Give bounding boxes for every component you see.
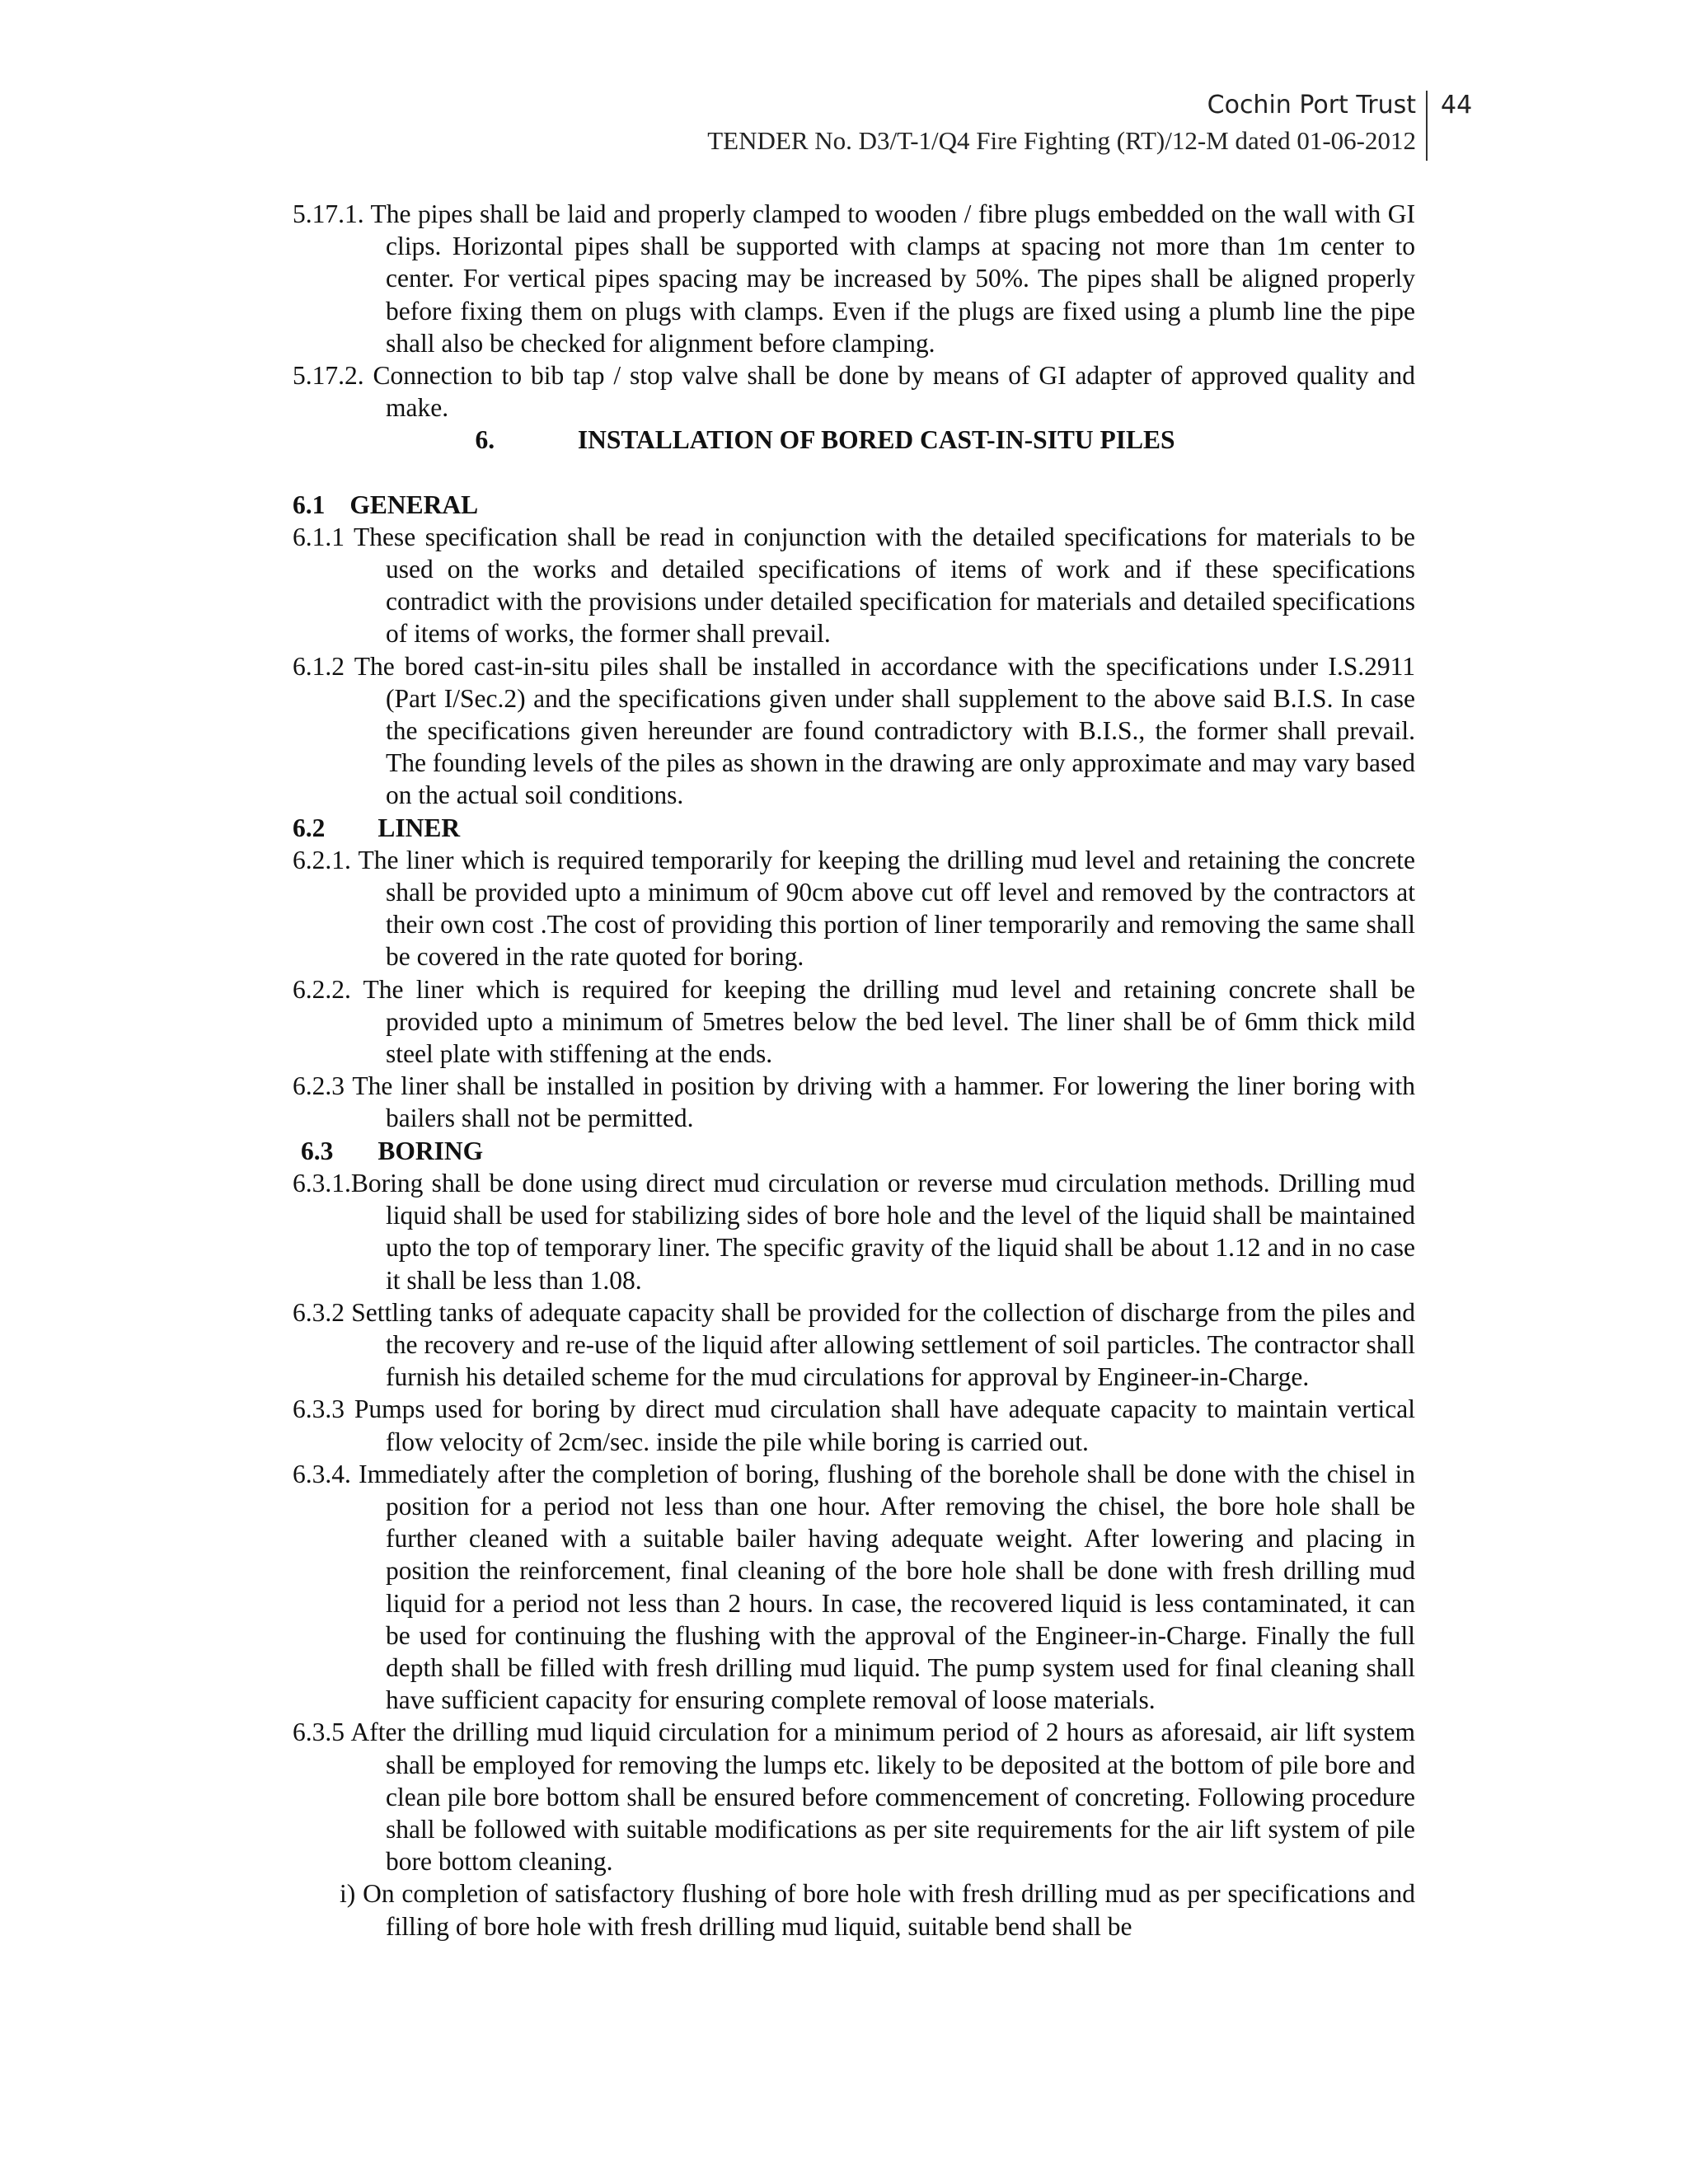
paragraph-5-17-2: 5.17.2. Connection to bib tap / stop valve shall be done by means of GI adapter of approved quality and make. [293,361,1415,423]
header-tender-reference: TENDER No. D3/T-1/Q4 Fire Fighting (RT)/12-M dated 01-06-2012 [707,126,1416,155]
page-number: 44 [1441,91,1473,120]
heading-6-2-number: 6.2 [293,813,326,842]
heading-6-1-number: 6.1 [293,490,326,519]
heading-6-2-title: LINER [377,813,461,842]
paragraph-6-3-5: 6.3.5 After the drilling mud liquid circulation for a minimum period of 2 hours as aforesaid, air lift system shall be employed for removing the lumps etc. likely to be deposited at the bottom of pile bore and clean pile bore bottom shall be ensured before commencement of concreting. Following procedure shall be followed with suitable modifications as per site requirements for the air lift system of pile bore bottom cleaning. [293,1718,1415,1877]
paragraph-6-1-1: 6.1.1 These specification shall be read in conjunction with the detailed specifications for materials to be used on the works and detailed specifications of items of work and if these specifications contradict with the provisions under detailed specification for materials and detailed specifications of items of works, the former shall prevail. [293,522,1415,649]
list-item-i: i) On completion of satisfactory flushing of bore hole with fresh drilling mud as per specifications and filling of bore hole with fresh drilling mud liquid, suitable bend shall be [340,1879,1415,1941]
section-6-title: INSTALLATION OF BORED CAST-IN-SITU PILES [577,425,1175,455]
heading-6-3-title: BORING [377,1136,484,1165]
paragraph-6-2-2: 6.2.2. The liner which is required for keeping the drilling mud level and retaining concrete shall be provided upto a minimum of 5metres below the bed level. The liner shall be of 6mm thick mild steel plate with stiffening at the ends. [293,974,1415,1069]
heading-6-1-title: GENERAL [349,490,479,519]
header-organization: Cochin Port Trust [1207,91,1416,120]
paragraph-6-3-2: 6.3.2 Settling tanks of adequate capacity shall be provided for the collection of discharge from the piles and the recovery and re-use of the liquid after allowing settlement of soil particles. The contractor shall furnish his detailed scheme for the mud circulations for approval by Engineer-in-Charge. [293,1297,1415,1392]
document-body [293,198,1415,1943]
paragraph-6-2-3: 6.2.3 The liner shall be installed in position by driving with a hammer. For lowering the liner boring with bailers shall not be permitted. [293,1071,1415,1133]
paragraph-5-17-1: 5.17.1. The pipes shall be laid and properly clamped to wooden / fibre plugs embedded on the wall with GI clips. Horizontal pipes shall be supported with clamps at spacing not more than 1m center to center. For vertical pipes spacing may be increased by 50%. The pipes shall be aligned properly before fixing them on plugs with clamps. Even if the plugs are fixed using a plumb line the pipe shall also be checked for alignment before clamping. [293,199,1415,358]
spacer [293,457,1415,489]
paragraph-6-3-3: 6.3.3 Pumps used for boring by direct mud circulation shall have adequate capacity to maintain vertical flow velocity of 2cm/sec. inside the pile while boring is carried out. [293,1394,1415,1456]
paragraph-6-1-2: 6.1.2 The bored cast-in-situ piles shall be installed in accordance with the specifications under I.S.2911 (Part I/Sec.2) and the specifications given under shall supplement to the above said B.I.S. In case the specifications given hereunder are found contradictory with B.I.S., the former shall prevail. The founding levels of the piles as shown in the drawing are only approximate and may vary based on the actual soil conditions. [293,651,1415,810]
heading-6-2 [293,812,1415,844]
header-divider [1426,91,1428,161]
section-6-heading [293,424,1357,456]
paragraph-6-2-1: 6.2.1. The liner which is required temporarily for keeping the drilling mud level and retaining the concrete shall be provided upto a minimum of 90cm above cut off level and removed by the contractors at their own cost .The cost of providing this portion of liner temporarily and removing the same shall be covered in the rate quoted for boring. [293,845,1415,972]
section-6-number: 6. [475,425,495,455]
heading-6-3-number: 6.3 [301,1136,334,1165]
heading-6-1 [293,489,1415,521]
paragraph-6-3-1: 6.3.1.Boring shall be done using direct mud circulation or reverse mud circulation methods. Drilling mud liquid shall be used for stabilizing sides of bore hole and the level of the liquid shall be maintained upto the top of temporary liner. The specific gravity of the liquid shall be about 1.12 and in no case it shall be less than 1.08. [293,1168,1415,1295]
paragraph-6-3-4: 6.3.4. Immediately after the completion of boring, flushing of the borehole shall be done with the chisel in position for a period not less than one hour. After removing the chisel, the bore hole shall be further cleaned with a suitable bailer having adequate weight. After lowering and placing in position the reinforcement, final cleaning of the bore hole shall be done with fresh drilling mud liquid for a period not less than 2 hours. In case, the recovered liquid is less contaminated, it can be used for continuing the flushing with the approval of the Engineer-in-Charge. Finally the full depth shall be filled with fresh drilling mud liquid. The pump system used for final cleaning shall have sufficient capacity for ensuring complete removal of loose materials. [293,1459,1415,1715]
heading-6-3 [293,1135,1415,1167]
